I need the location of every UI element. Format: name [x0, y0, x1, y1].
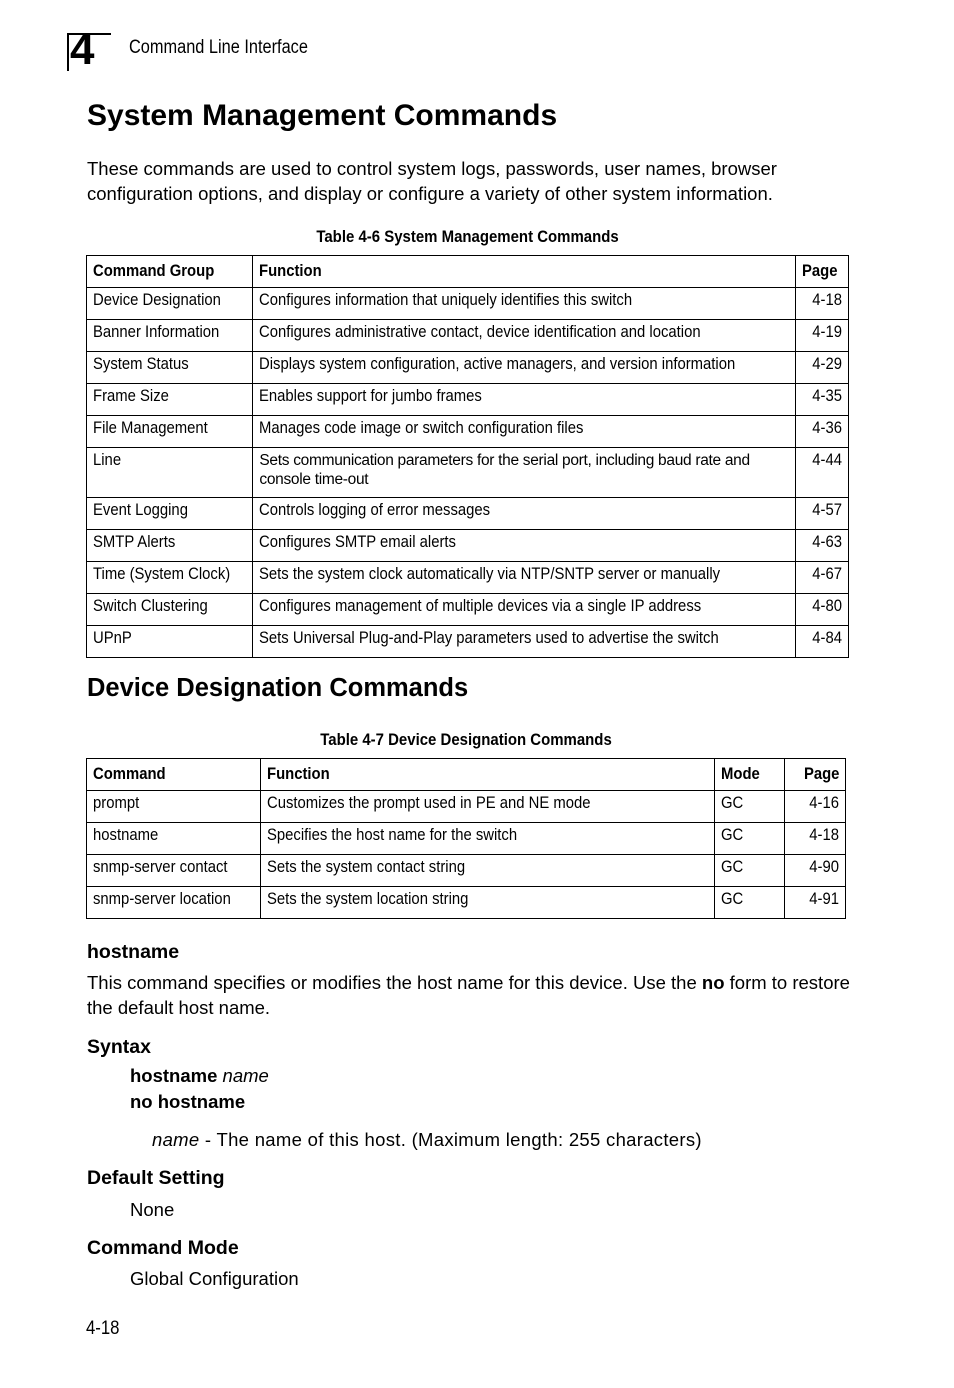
table-row [87, 320, 849, 352]
column-header: Mode [715, 759, 785, 791]
page-cell: 4-80 [795, 594, 848, 626]
subsection-title: Device Designation Commands [87, 674, 469, 702]
syntax-line: hostname name [130, 1065, 269, 1086]
table-row [87, 498, 849, 530]
table-row [87, 855, 846, 887]
page-cell: 4-16 [785, 791, 846, 823]
command-group-cell: Line [87, 448, 253, 498]
table-row [87, 791, 846, 823]
chapter-number: 4 [70, 25, 95, 74]
mode-value: Global Configuration [130, 1268, 299, 1289]
column-header: Page [795, 256, 848, 288]
page-cell: 4-57 [795, 498, 848, 530]
command-cell: snmp-server contact [87, 855, 261, 887]
command-group-cell: Frame Size [87, 384, 253, 416]
page-cell: 4-67 [795, 562, 848, 594]
column-header: Function [260, 759, 714, 791]
function-cell: Sets Universal Plug-and-Play parameters used to advertise the switch [253, 626, 795, 658]
table1-caption: Table 4-6 System Management Commands [316, 227, 619, 246]
mode-heading: Command Mode [87, 1237, 239, 1259]
command-heading: hostname [87, 941, 180, 963]
table2-caption: Table 4-7 Device Designation Commands [320, 730, 612, 749]
command-group-cell: Switch Clustering [87, 594, 253, 626]
chapter-title: Command Line Interface [129, 37, 308, 58]
command-cell: snmp-server location [87, 887, 261, 919]
page-cell: 4-18 [785, 823, 846, 855]
page-cell: 4-63 [795, 530, 848, 562]
function-cell: Enables support for jumbo frames [253, 384, 795, 416]
column-header: Command [87, 759, 261, 791]
function-cell: Customizes the prompt used in PE and NE mode [260, 791, 714, 823]
page-cell: 4-18 [795, 288, 848, 320]
page-cell: 4-44 [795, 448, 848, 498]
column-header: Page [785, 759, 846, 791]
page-cell: 4-36 [795, 416, 848, 448]
syntax-no-line: no hostname [130, 1091, 246, 1112]
command-group-cell: System Status [87, 352, 253, 384]
column-header: Function [253, 256, 795, 288]
no-keyword: no [701, 972, 725, 993]
command-description: This command specifies or modifies the host name for this device. Use the no form to restore the default host name. [87, 972, 850, 1018]
section-title: System Management Commands [87, 99, 558, 132]
function-cell: Configures SMTP email alerts [253, 530, 795, 562]
function-cell: Sets communication parameters for the serial port, including baud rate and console time-out [253, 448, 795, 498]
table-row [87, 562, 849, 594]
function-cell: Specifies the host name for the switch [260, 823, 714, 855]
command-group-cell: UPnP [87, 626, 253, 658]
page-number: 4-18 [86, 1318, 120, 1339]
command-group-cell: Device Designation [87, 288, 253, 320]
function-cell: Sets the system clock automatically via NTP/SNTP server or manually [253, 562, 795, 594]
mode-cell: GC [715, 823, 785, 855]
syntax-argument: name [222, 1065, 269, 1086]
mode-cell: GC [715, 887, 785, 919]
page-cell: 4-84 [795, 626, 848, 658]
command-group-cell: File Management [87, 416, 253, 448]
page-cell: 4-29 [795, 352, 848, 384]
command-group-cell: Banner Information [87, 320, 253, 352]
function-cell: Controls logging of error messages [253, 498, 795, 530]
function-cell: Sets the system location string [260, 887, 714, 919]
function-cell: Configures administrative contact, device identification and location [253, 320, 795, 352]
page-cell: 4-19 [795, 320, 848, 352]
column-header: Command Group [87, 256, 253, 288]
page-cell: 4-35 [795, 384, 848, 416]
table-header-row [87, 256, 849, 288]
command-group-cell: Time (System Clock) [87, 562, 253, 594]
table-row [87, 887, 846, 919]
command-cell: prompt [87, 791, 261, 823]
table-row [87, 416, 849, 448]
table-row [87, 594, 849, 626]
table-row [87, 626, 849, 658]
table-row [87, 823, 846, 855]
command-cell: hostname [87, 823, 261, 855]
page-cell: 4-91 [785, 887, 846, 919]
mode-cell: GC [715, 855, 785, 887]
function-cell: Configures information that uniquely identifies this switch [253, 288, 795, 320]
table-row [87, 448, 849, 498]
table-header-row [87, 759, 846, 791]
table-row [87, 288, 849, 320]
default-heading: Default Setting [87, 1167, 225, 1189]
function-cell: Sets the system contact string [260, 855, 714, 887]
function-cell: Manages code image or switch configuration files [253, 416, 795, 448]
command-group-cell: SMTP Alerts [87, 530, 253, 562]
table-row [87, 352, 849, 384]
table-row [87, 384, 849, 416]
system-management-table [86, 255, 849, 658]
device-designation-table [86, 758, 846, 919]
default-value: None [130, 1199, 175, 1220]
command-group-cell: Event Logging [87, 498, 253, 530]
function-cell: Configures management of multiple devices via a single IP address [253, 594, 795, 626]
section-intro: These commands are used to control system logs, passwords, user names, browser configuration options, and display or configure a variety of other system information. [87, 158, 777, 204]
mode-cell: GC [715, 791, 785, 823]
function-cell: Displays system configuration, active managers, and version information [253, 352, 795, 384]
table-row [87, 530, 849, 562]
page-cell: 4-90 [785, 855, 846, 887]
syntax-heading: Syntax [87, 1036, 151, 1058]
parameter-description: name - The name of this host. (Maximum length: 255 characters) [152, 1129, 702, 1150]
